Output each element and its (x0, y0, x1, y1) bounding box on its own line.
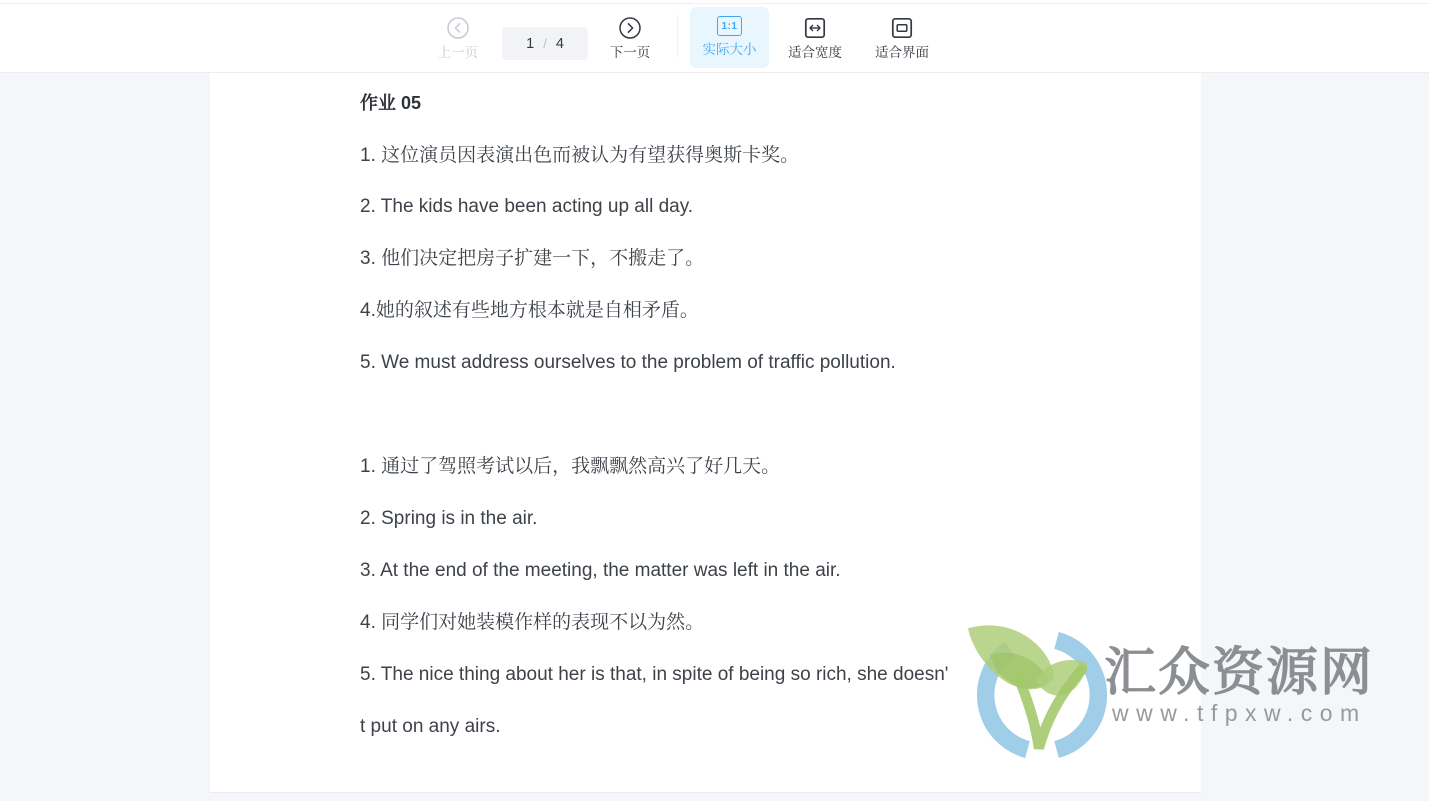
fit-screen-button[interactable] (869, 16, 935, 60)
prev-page-label: 上一页 (437, 45, 479, 60)
fit-screen-label: 适合界面 (875, 45, 929, 60)
page-current: 1 (526, 35, 535, 52)
chevron-left-circle-icon (446, 16, 470, 40)
document-page (210, 73, 1201, 793)
fit-width-label: 适合宽度 (788, 45, 842, 60)
toolbar-divider (677, 15, 678, 57)
watermark-site-name: 汇众资源网 (1104, 642, 1375, 703)
document-line: 4. 同学们对她装模作样的表现不以为然。 (360, 612, 705, 633)
fit-width-button[interactable] (782, 16, 848, 60)
document-line: 5. The nice thing about her is that, in spite of being so rich, she doesn' (360, 664, 949, 685)
actual-size-button[interactable] (690, 7, 769, 68)
chevron-right-circle-icon (618, 16, 642, 40)
actual-size-label: 实际大小 (702, 42, 757, 57)
document-line: 4.她的叙述有些地方根本就是自相矛盾。 (360, 300, 699, 321)
document-line: 1. 这位演员因表演出色而被认为有望获得奥斯卡奖。 (360, 145, 800, 166)
document-title: 作业 05 (360, 93, 422, 113)
prev-page-button[interactable] (428, 16, 488, 60)
next-page-label: 下一页 (609, 45, 651, 60)
document-line: t put on any airs. (360, 716, 501, 737)
fit-screen-icon (890, 16, 914, 40)
next-page-button[interactable] (600, 16, 660, 60)
page-indicator[interactable] (502, 27, 588, 60)
one-to-one-icon-text: 1:1 (721, 20, 738, 32)
document-line: 1. 通过了驾照考试以后，我飘飘然高兴了好几天。 (360, 456, 781, 477)
page-separator: / (543, 36, 547, 51)
document-line: 2. Spring is in the air. (360, 508, 538, 529)
document-line: 2. The kids have been acting up all day. (360, 196, 694, 217)
document-line: 3. 他们决定把房子扩建一下，不搬走了。 (360, 248, 705, 269)
watermark-site-url: www.tfpxw.com (1112, 700, 1367, 726)
toolbar (0, 0, 1429, 73)
document-line: 5. We must address ourselves to the problem of traffic pollution. (360, 352, 896, 373)
fit-width-icon (803, 16, 827, 40)
document-line: 3. At the end of the meeting, the matter was left in the air. (360, 560, 841, 581)
content-area (0, 74, 1429, 801)
one-to-one-icon (717, 16, 742, 36)
page-total: 4 (555, 35, 564, 52)
